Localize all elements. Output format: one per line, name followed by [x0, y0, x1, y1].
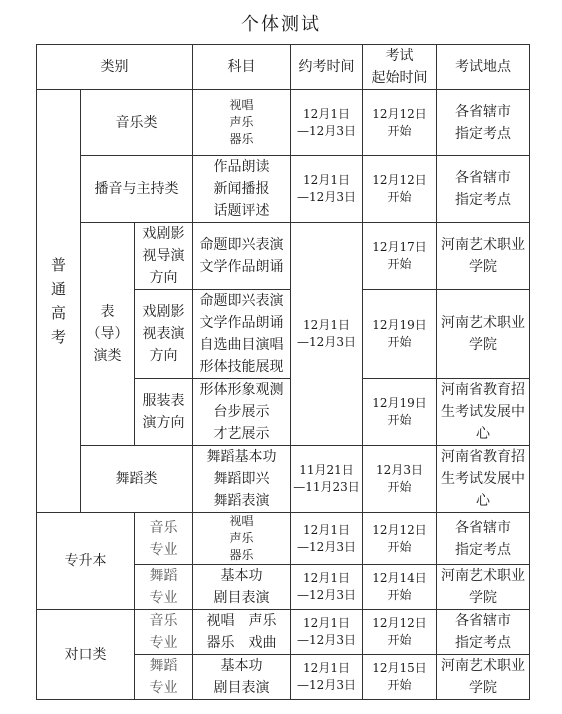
appointment-cell: 11月21日 —11月23日 [291, 446, 363, 513]
category-cell: 舞蹈 专业 [135, 655, 193, 700]
start-cell: 12月19日 开始 [363, 290, 437, 379]
start-cell: 12月14日 开始 [363, 565, 437, 610]
subject-cell: 命题即兴表演 文学作品朗诵 [193, 223, 291, 290]
subject-cell: 形体形象观测 台步展示 才艺展示 [193, 379, 291, 446]
location-cell: 河南艺术职业 学院 [437, 655, 530, 700]
start-cell: 12月12日 开始 [363, 513, 437, 565]
location-cell: 河南艺术职业 学院 [437, 290, 530, 379]
appointment-cell: 12月1日 —12月3日 [291, 610, 363, 655]
location-cell: 河南艺术职业 学院 [437, 565, 530, 610]
header-appointment: 约考时间 [291, 45, 363, 90]
category-cell: 播音与主持类 [81, 156, 193, 223]
subject-cell: 命题即兴表演 文学作品朗诵 自选曲目演唱 形体技能展现 [193, 290, 291, 379]
location-cell: 各省辖市 指定考点 [437, 90, 530, 156]
start-cell: 12月15日 开始 [363, 655, 437, 700]
exam-schedule-table [36, 44, 530, 700]
start-cell: 12月12日 开始 [363, 90, 437, 156]
table-header-row [37, 45, 530, 90]
category-cell: 舞蹈类 [81, 446, 193, 513]
table-row [37, 513, 530, 565]
subject-cell: 视唱 声乐 器乐 [193, 513, 291, 565]
appointment-cell: 12月1日 —12月3日 [291, 513, 363, 565]
table-row [37, 223, 530, 290]
subject-cell: 舞蹈基本功 舞蹈即兴 舞蹈表演 [193, 446, 291, 513]
start-cell: 12月17日 开始 [363, 223, 437, 290]
category-cell: 音乐类 [81, 90, 193, 156]
start-cell: 12月12日 开始 [363, 610, 437, 655]
perf-group-cell: 表（导） 演类 [81, 223, 135, 446]
table-row [37, 156, 530, 223]
subject-cell: 基本功 剧目表演 [193, 655, 291, 700]
location-cell: 各省辖市 指定考点 [437, 156, 530, 223]
table-row [37, 90, 530, 156]
appointment-cell: 12月1日 —12月3日 [291, 565, 363, 610]
page-title: 个体测试 [241, 14, 321, 35]
header-subject: 科目 [193, 45, 291, 90]
location-cell: 河南省教育招 生考试发展中 心 [437, 446, 530, 513]
group-putong: 普 通 高 考 [37, 90, 81, 513]
appointment-cell: 12月1日 —12月3日 [291, 655, 363, 700]
start-cell: 12月19日 开始 [363, 379, 437, 446]
subject-cell: 基本功 剧目表演 [193, 565, 291, 610]
subject-cell: 视唱 声乐 器乐 [193, 90, 291, 156]
table-row [37, 446, 530, 513]
subject-cell: 作品朗读 新闻播报 话题评述 [193, 156, 291, 223]
start-cell: 12月3日 开始 [363, 446, 437, 513]
category-cell: 音乐 专业 [135, 513, 193, 565]
category-cell: 音乐 专业 [135, 610, 193, 655]
start-cell: 12月12日 开始 [363, 156, 437, 223]
subject-cell: 视唱 声乐 器乐 戏曲 [193, 610, 291, 655]
category-cell: 戏剧影 视表演 方向 [135, 290, 193, 379]
category-cell: 舞蹈 专业 [135, 565, 193, 610]
header-category: 类别 [37, 45, 193, 90]
header-location: 考试地点 [437, 45, 530, 90]
location-cell: 各省辖市 指定考点 [437, 513, 530, 565]
location-cell: 河南省教育招 生考试发展中 心 [437, 379, 530, 446]
group-zhuanshengben: 专升本 [37, 513, 135, 610]
appointment-cell: 12月1日 —12月3日 [291, 90, 363, 156]
appointment-cell: 12月1日 —12月3日 [291, 156, 363, 223]
category-cell: 戏剧影 视导演 方向 [135, 223, 193, 290]
header-exam-start: 考试 起始时间 [363, 45, 437, 90]
location-cell: 河南艺术职业 学院 [437, 223, 530, 290]
appointment-cell: 12月1日 —12月3日 [291, 223, 363, 446]
location-cell: 各省辖市 指定考点 [437, 610, 530, 655]
table-row [37, 610, 530, 655]
category-cell: 服装表 演方向 [135, 379, 193, 446]
group-duikou: 对口类 [37, 610, 135, 700]
